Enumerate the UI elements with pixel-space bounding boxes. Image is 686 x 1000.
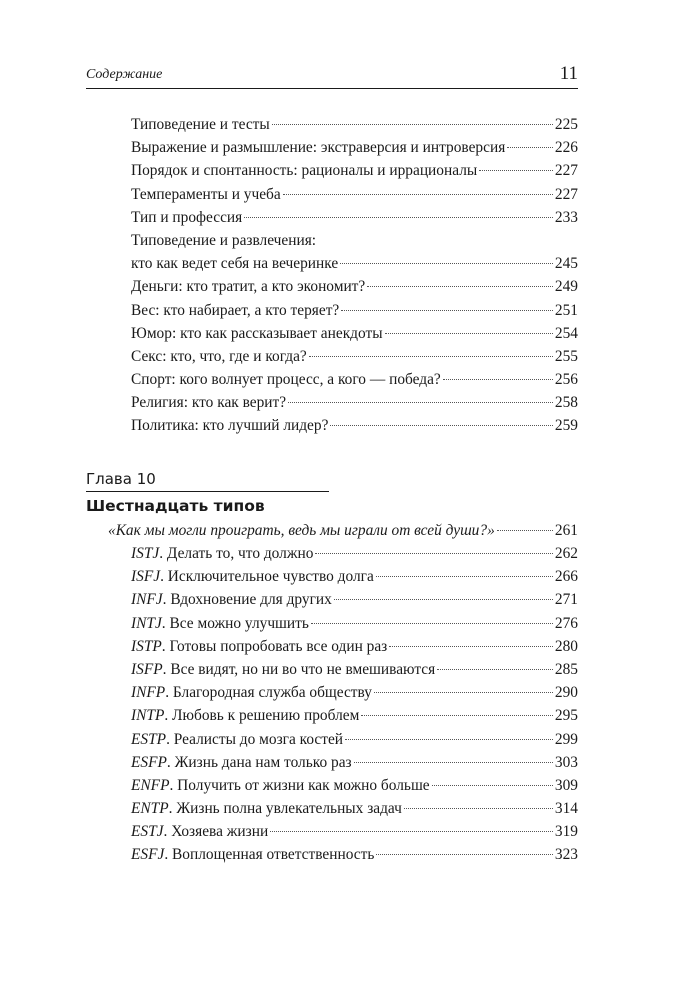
leader-dots xyxy=(367,286,553,287)
type-code: ENFP xyxy=(131,776,170,794)
type-title: . Вдохновение для других xyxy=(162,591,332,609)
page-number: 11 xyxy=(559,63,578,84)
toc-entry-page: 249 xyxy=(554,278,578,296)
toc-entry-title: Деньги: кто тратит, а кто экономит? xyxy=(131,278,366,296)
toc-entry-page: 226 xyxy=(554,139,578,157)
toc-entry[interactable] xyxy=(131,322,578,345)
toc-entry[interactable] xyxy=(131,136,578,159)
toc-entry-title: Тип и профессия xyxy=(131,208,243,226)
leader-dots xyxy=(272,124,553,125)
leader-dots xyxy=(283,194,553,195)
type-code: ISTJ xyxy=(131,545,160,562)
type-code: ENTP xyxy=(131,800,169,818)
toc-entry[interactable] xyxy=(131,183,578,206)
toc-entry-title: Выражение и размышление: экстраверсия и интроверсия xyxy=(131,139,506,157)
leader-dots xyxy=(270,831,553,832)
epigraph-page: 261 xyxy=(554,522,578,539)
type-page: 271 xyxy=(554,591,578,609)
toc-entry-page: 225 xyxy=(554,116,578,133)
type-code: ISFP xyxy=(131,660,163,678)
type-entry[interactable] xyxy=(131,681,578,704)
type-entry[interactable] xyxy=(131,565,578,588)
type-page: 280 xyxy=(554,637,578,655)
toc-entry-title: Типоведение и тесты xyxy=(131,116,270,133)
leader-dots xyxy=(479,170,553,171)
toc-entry-page: 227 xyxy=(554,185,578,203)
toc-entry-page: 259 xyxy=(554,417,578,435)
type-code: ESFJ xyxy=(131,846,165,864)
type-page: 262 xyxy=(554,545,578,562)
leader-dots xyxy=(341,310,553,311)
type-page: 319 xyxy=(554,823,578,841)
toc-entry-page: 254 xyxy=(554,324,578,342)
leader-dots xyxy=(497,530,553,531)
type-title: . Любовь к решению проблем xyxy=(164,707,360,725)
type-code: INFJ xyxy=(131,591,163,609)
toc-entry-title: Темпераменты и учеба xyxy=(131,185,281,203)
type-code: ISFJ xyxy=(131,568,161,586)
leader-dots xyxy=(345,739,553,740)
type-entry[interactable] xyxy=(131,658,578,681)
type-title: . Получить от жизни как можно больше xyxy=(169,776,430,794)
toc-entry[interactable] xyxy=(131,391,578,414)
leader-dots xyxy=(288,402,553,403)
type-page: 285 xyxy=(554,660,578,678)
type-entry[interactable] xyxy=(131,728,578,751)
type-code: ESTJ xyxy=(131,823,164,841)
epigraph-title: «Как мы могли проиграть, ведь мы играли от всей души?» xyxy=(108,522,495,539)
type-code: INFP xyxy=(131,684,166,702)
type-page: 309 xyxy=(554,776,578,794)
type-title: . Жизнь дана нам только раз xyxy=(166,753,352,771)
toc-entry[interactable] xyxy=(131,252,578,275)
toc-entry[interactable] xyxy=(131,113,578,136)
leader-dots xyxy=(389,646,553,647)
toc-entry-page: 251 xyxy=(554,301,578,319)
leader-dots xyxy=(354,762,553,763)
toc-entry-title: Религия: кто как верит? xyxy=(131,394,287,412)
leader-dots xyxy=(361,715,553,716)
type-page: 295 xyxy=(554,707,578,725)
type-code: INTP xyxy=(131,707,165,725)
toc-section-list xyxy=(131,113,578,438)
epigraph-entry[interactable] xyxy=(108,519,578,542)
type-title: . Делать то, что должно xyxy=(159,545,314,562)
type-page: 323 xyxy=(554,846,578,864)
leader-dots xyxy=(244,217,553,218)
leader-dots xyxy=(330,425,552,426)
type-entry[interactable] xyxy=(131,704,578,727)
type-entry[interactable] xyxy=(131,797,578,820)
chapter-label: Глава 10 xyxy=(86,469,329,492)
toc-type-list xyxy=(131,542,578,867)
leader-dots xyxy=(376,576,553,577)
type-title: . Все можно улучшить xyxy=(161,614,309,632)
toc-entry-page: 227 xyxy=(554,162,578,180)
leader-dots xyxy=(507,147,553,148)
type-page: 276 xyxy=(554,614,578,632)
toc-entry-page: 258 xyxy=(554,394,578,412)
toc-entry-title: Спорт: кого волнует процесс, а кого — победа? xyxy=(131,371,441,389)
type-code: ESTP xyxy=(131,730,167,748)
toc-entry-title: Политика: кто лучший лидер? xyxy=(131,417,329,435)
type-entry[interactable] xyxy=(131,774,578,797)
type-page: 314 xyxy=(554,800,578,818)
toc-entry-line1[interactable]: Типоведение и развлечения: xyxy=(131,231,317,249)
toc-entry-title: кто как ведет себя на вечеринке xyxy=(131,255,339,273)
toc-entry-page: 256 xyxy=(554,371,578,389)
type-title: . Жизнь полна увлекательных задач xyxy=(168,800,402,818)
toc-entry-title: Юмор: кто как рассказывает анекдоты xyxy=(131,324,383,342)
type-code: ISTP xyxy=(131,637,162,655)
type-entry[interactable] xyxy=(131,751,578,774)
leader-dots xyxy=(437,669,553,670)
type-title: . Исключительное чувство долга xyxy=(160,568,374,586)
toc-entry[interactable] xyxy=(131,206,578,229)
leader-dots xyxy=(315,553,552,554)
type-title: . Хозяева жизни xyxy=(163,823,269,841)
type-title: . Готовы попробовать все один раз xyxy=(161,637,388,655)
chapter-title[interactable]: Шестнадцать типов xyxy=(86,497,265,515)
type-entry[interactable] xyxy=(131,820,578,843)
type-entry[interactable] xyxy=(131,635,578,658)
type-entry[interactable] xyxy=(131,588,578,611)
type-page: 299 xyxy=(554,730,578,748)
leader-dots xyxy=(334,599,553,600)
type-page: 303 xyxy=(554,753,578,771)
leader-dots xyxy=(309,356,553,357)
toc-entry-page: 245 xyxy=(554,255,578,273)
toc-entry[interactable] xyxy=(131,299,578,322)
type-page: 266 xyxy=(554,568,578,586)
type-title: . Благородная служба обществу xyxy=(165,684,372,702)
type-entry[interactable] xyxy=(131,612,578,635)
page-header xyxy=(86,62,578,89)
type-title: . Все видят, но ни во что не вмешиваются xyxy=(162,660,436,678)
leader-dots xyxy=(443,379,553,380)
type-code: ESFP xyxy=(131,753,167,771)
running-title: Содержание xyxy=(86,67,163,82)
type-title: . Воплощенная ответственность xyxy=(164,846,375,864)
toc-entry-title: Порядок и спонтанность: рационалы и иррационалы xyxy=(131,162,478,180)
toc-entry-page: 255 xyxy=(554,347,578,365)
leader-dots xyxy=(404,808,553,809)
toc-entry[interactable] xyxy=(131,368,578,391)
leader-dots xyxy=(340,263,553,264)
leader-dots xyxy=(385,333,553,334)
type-entry[interactable] xyxy=(131,542,578,565)
type-code: INTJ xyxy=(131,614,162,632)
toc-entry[interactable] xyxy=(131,159,578,182)
toc-entry-title: Вес: кто набирает, а кто теряет? xyxy=(131,301,340,319)
leader-dots xyxy=(376,854,553,855)
leader-dots xyxy=(374,692,553,693)
toc-entry[interactable] xyxy=(131,345,578,368)
toc-entry-title: Секс: кто, что, где и когда? xyxy=(131,347,307,365)
type-entry[interactable] xyxy=(131,843,578,866)
toc-entry[interactable] xyxy=(131,275,578,298)
leader-dots xyxy=(432,785,553,786)
type-page: 290 xyxy=(554,684,578,702)
toc-entry-page: 233 xyxy=(554,208,578,226)
leader-dots xyxy=(311,623,553,624)
type-title: . Реалисты до мозга костей xyxy=(166,730,344,748)
toc-entry[interactable] xyxy=(131,414,578,437)
